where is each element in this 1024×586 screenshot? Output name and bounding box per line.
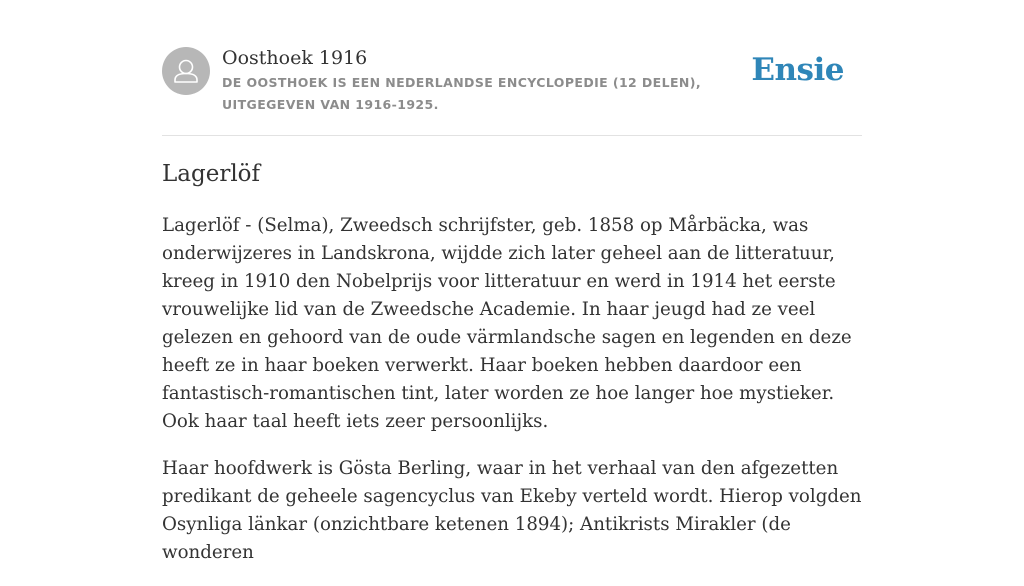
avatar[interactable] [162, 47, 210, 95]
article-paragraph: Haar hoofdwerk is Gösta Berling, waar in het verhaal van den afgezetten predikant de geheele sagencyclus van Ekeby verteld wordt. Hierop volgden Osynliga länkar (onzichtbare ketenen 1894); Antikrists Mirakler (de wonderen [162, 458, 862, 563]
source-description: DE OOSTHOEK IS EEN NEDERLANDSE ENCYCLOPEDIE (12 DELEN), UITGEGEVEN VAN 1916-1925. [222, 75, 702, 112]
article-title: Lagerlöf [162, 161, 261, 187]
article-body [162, 212, 862, 586]
source-header [162, 46, 862, 136]
source-title[interactable]: Oosthoek 1916 [222, 47, 368, 69]
article-paragraph: Lagerlöf - (Selma), Zweedsch schrijfster, geb. 1858 op Mårbäcka, was onderwijzeres in Landskrona, wijdde zich later geheel aan de litteratuur, kreeg in 1910 den Nobelprijs voor litteratuur en werd in 1914 het eerste vrouwelijke lid van de Zweedsche Academie. In haar jeugd had ze veel gelezen en gehoord van de oude värmlandsche sagen en legenden en deze heeft ze in haar boeken verwerkt. Haar boeken hebben daardoor een fantastisch-romantischen tint, later worden ze hoe langer hoe mystieker. Ook haar taal heeft iets zeer persoonlijks. [162, 215, 852, 432]
user-icon [162, 47, 210, 95]
brand-logo[interactable]: Ensie [751, 52, 844, 88]
header-divider [162, 135, 862, 136]
